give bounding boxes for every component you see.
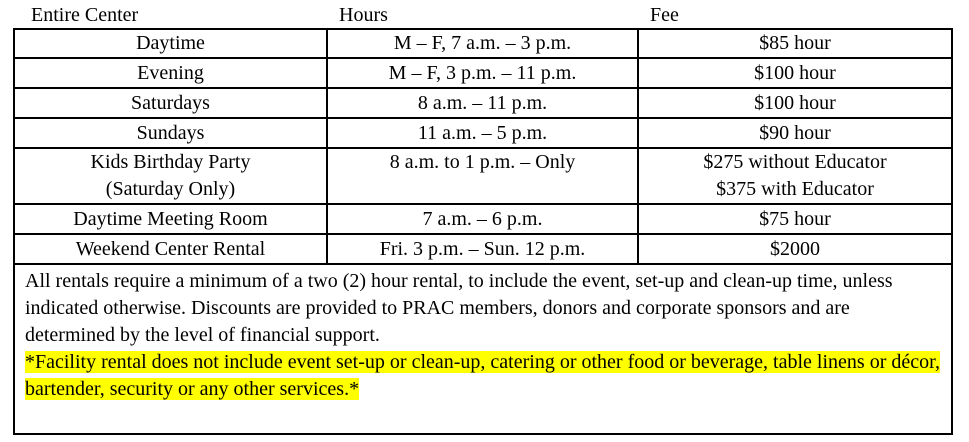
rental-rates-table bbox=[13, 28, 953, 435]
hours-cell: Fri. 3 p.m. – Sun. 12 p.m. bbox=[327, 234, 638, 264]
highlighted-disclaimer: *Facility rental does not include event set-up or clean-up, catering or other food or beverage, table linens or décor, bartender, security or any other services.* bbox=[25, 351, 940, 400]
rental-type-cell: Sundays bbox=[14, 118, 327, 148]
rental-type-line: (Saturday Only) bbox=[105, 178, 236, 200]
table-row bbox=[14, 88, 952, 118]
rental-type-line: Kids Birthday Party bbox=[90, 151, 251, 173]
header-fee: Fee bbox=[650, 4, 679, 26]
fee-line: $375 with Educator bbox=[716, 178, 874, 200]
hours-cell: 8 a.m. to 1 p.m. – Only bbox=[327, 148, 638, 204]
header-hours: Hours bbox=[339, 4, 388, 26]
fee-cell: $100 hour bbox=[638, 88, 952, 118]
hours-cell: 7 a.m. – 6 p.m. bbox=[327, 204, 638, 234]
fee-cell bbox=[638, 148, 952, 204]
rental-policy-text: All rentals require a minimum of a two (2) hour rental, to include the event, set-up and clean-up time, unless indicated otherwise. Discounts are provided to PRAC members, donors and corporate sponsors and are determined by the level of financial support. bbox=[25, 270, 893, 346]
rental-type-cell: Saturdays bbox=[14, 88, 327, 118]
fee-cell: $75 hour bbox=[638, 204, 952, 234]
table-row bbox=[14, 29, 952, 58]
table-row bbox=[14, 234, 952, 264]
header-entire-center: Entire Center bbox=[31, 4, 139, 26]
hours-cell: M – F, 3 p.m. – 11 p.m. bbox=[327, 58, 638, 88]
table-header-row bbox=[0, 3, 969, 27]
rental-type-cell: Weekend Center Rental bbox=[14, 234, 327, 264]
hours-cell: 8 a.m. – 11 p.m. bbox=[327, 88, 638, 118]
table-row bbox=[14, 148, 952, 204]
rental-type-cell: Daytime Meeting Room bbox=[14, 204, 327, 234]
rental-type-cell: Daytime bbox=[14, 29, 327, 58]
hours-cell: 11 a.m. – 5 p.m. bbox=[327, 118, 638, 148]
rental-type-cell bbox=[14, 148, 327, 204]
notes-row bbox=[14, 264, 952, 434]
table-row bbox=[14, 118, 952, 148]
fee-cell: $90 hour bbox=[638, 118, 952, 148]
fee-cell: $100 hour bbox=[638, 58, 952, 88]
fee-cell: $85 hour bbox=[638, 29, 952, 58]
rental-type-cell: Evening bbox=[14, 58, 327, 88]
notes-cell bbox=[14, 264, 952, 434]
fee-line: $275 without Educator bbox=[703, 151, 887, 173]
table-row bbox=[14, 58, 952, 88]
fee-cell: $2000 bbox=[638, 234, 952, 264]
hours-cell: M – F, 7 a.m. – 3 p.m. bbox=[327, 29, 638, 58]
table-row bbox=[14, 204, 952, 234]
